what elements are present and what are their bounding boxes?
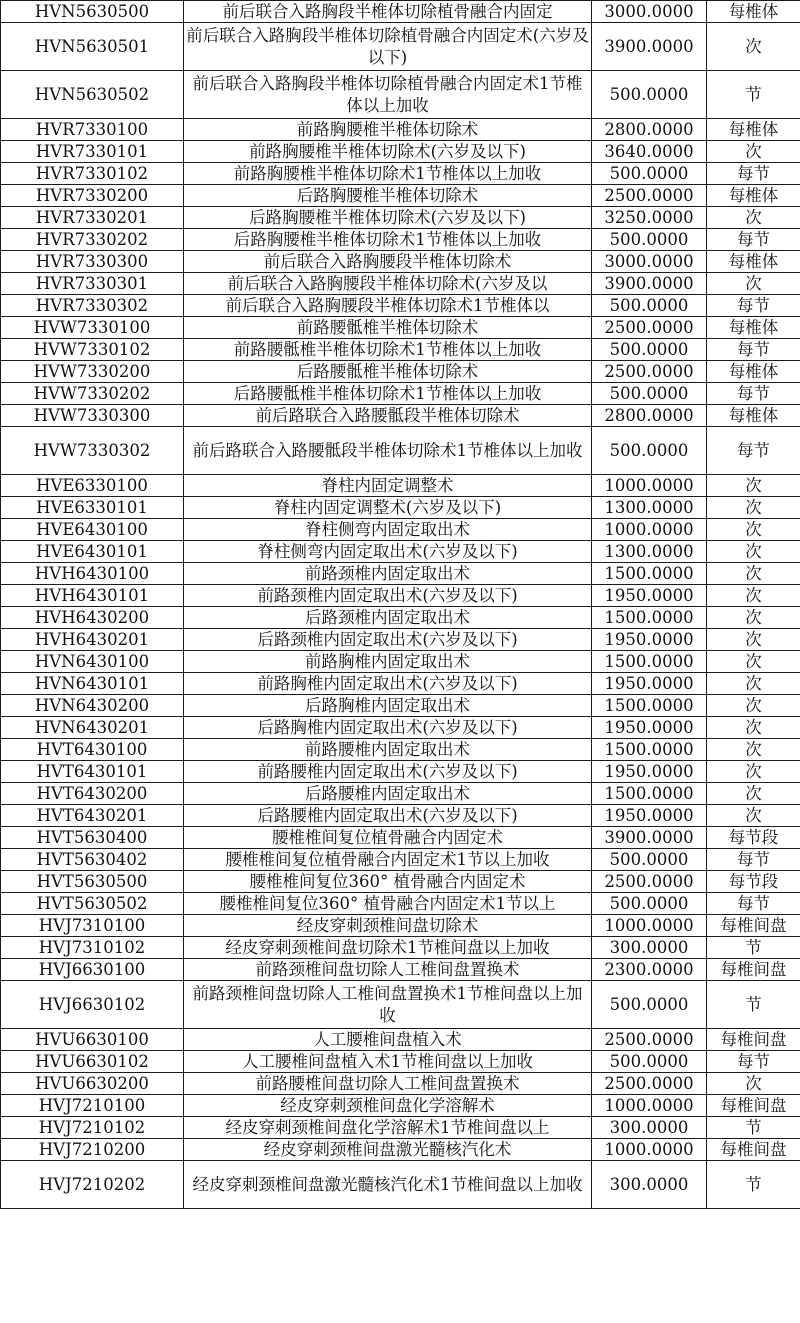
item-price-cell: 3250.0000 xyxy=(592,207,707,229)
item-unit-cell: 次 xyxy=(707,695,800,717)
item-name-cell: 人工腰椎间盘植入术 xyxy=(184,1029,592,1051)
item-code-cell: HVU6630200 xyxy=(1,1073,184,1095)
item-price-cell: 1000.0000 xyxy=(592,475,707,497)
item-unit-cell: 每节段 xyxy=(707,871,800,893)
item-code-cell: HVN6430101 xyxy=(1,673,184,695)
item-code-cell: HVT5630402 xyxy=(1,849,184,871)
item-code-cell: HVT5630500 xyxy=(1,871,184,893)
item-name-cell: 前后路联合入路腰骶段半椎体切除术 xyxy=(184,405,592,427)
item-unit-cell: 节 xyxy=(707,981,800,1029)
item-price-cell: 1500.0000 xyxy=(592,651,707,673)
table-row xyxy=(1,761,800,783)
item-price-cell: 2300.0000 xyxy=(592,959,707,981)
item-unit-cell: 每椎体 xyxy=(707,185,800,207)
item-code-cell: HVJ6630102 xyxy=(1,981,184,1029)
table-row xyxy=(1,405,800,427)
table-row xyxy=(1,695,800,717)
table-row xyxy=(1,1117,800,1139)
item-price-cell: 2500.0000 xyxy=(592,317,707,339)
table-row xyxy=(1,739,800,761)
item-unit-cell: 每椎间盘 xyxy=(707,1095,800,1117)
item-name-cell: 人工腰椎间盘植入术1节椎间盘以上加收 xyxy=(184,1051,592,1073)
table-row xyxy=(1,229,800,251)
item-price-cell: 500.0000 xyxy=(592,849,707,871)
item-name-cell: 前路腰骶椎半椎体切除术 xyxy=(184,317,592,339)
item-price-cell: 2500.0000 xyxy=(592,185,707,207)
item-price-cell: 1500.0000 xyxy=(592,783,707,805)
item-price-cell: 1950.0000 xyxy=(592,717,707,739)
item-price-cell: 1000.0000 xyxy=(592,519,707,541)
item-name-cell: 经皮穿刺颈椎间盘激光髓核汽化术1节椎间盘以上加收 xyxy=(184,1161,592,1209)
item-price-cell: 1950.0000 xyxy=(592,673,707,695)
table-row xyxy=(1,1161,800,1209)
item-name-cell: 脊柱内固定调整术 xyxy=(184,475,592,497)
item-code-cell: HVE6330100 xyxy=(1,475,184,497)
table-row xyxy=(1,1073,800,1095)
item-code-cell: HVR7330101 xyxy=(1,141,184,163)
table-row xyxy=(1,849,800,871)
item-code-cell: HVW7330102 xyxy=(1,339,184,361)
item-name-cell: 前路腰椎内固定取出术 xyxy=(184,739,592,761)
item-name-cell: 前后联合入路胸段半椎体切除植骨融合内固定 xyxy=(184,1,592,23)
item-name-cell: 后路颈椎内固定取出术 xyxy=(184,607,592,629)
item-code-cell: HVN5630500 xyxy=(1,1,184,23)
item-name-cell: 前后联合入路胸腰段半椎体切除术1节椎体以 xyxy=(184,295,592,317)
table-row xyxy=(1,827,800,849)
item-price-cell: 2500.0000 xyxy=(592,1029,707,1051)
table-row xyxy=(1,629,800,651)
table-row xyxy=(1,959,800,981)
item-code-cell: HVT6430201 xyxy=(1,805,184,827)
item-price-cell: 2800.0000 xyxy=(592,405,707,427)
item-unit-cell: 每节 xyxy=(707,893,800,915)
item-price-cell: 1950.0000 xyxy=(592,805,707,827)
item-unit-cell: 次 xyxy=(707,497,800,519)
item-price-cell: 500.0000 xyxy=(592,427,707,475)
table-row xyxy=(1,673,800,695)
item-name-cell: 脊柱侧弯内固定取出术 xyxy=(184,519,592,541)
item-name-cell: 后路腰椎内固定取出术(六岁及以下) xyxy=(184,805,592,827)
item-unit-cell: 每椎体 xyxy=(707,361,800,383)
item-name-cell: 后路胸腰椎半椎体切除术1节椎体以上加收 xyxy=(184,229,592,251)
item-code-cell: HVJ7210100 xyxy=(1,1095,184,1117)
item-unit-cell: 每椎间盘 xyxy=(707,1139,800,1161)
item-price-cell: 1000.0000 xyxy=(592,1095,707,1117)
item-code-cell: HVN6430201 xyxy=(1,717,184,739)
item-name-cell: 腰椎椎间复位360° 植骨融合内固定术 xyxy=(184,871,592,893)
table-row xyxy=(1,475,800,497)
item-name-cell: 后路腰椎内固定取出术 xyxy=(184,783,592,805)
item-unit-cell: 次 xyxy=(707,273,800,295)
item-name-cell: 脊柱内固定调整术(六岁及以下) xyxy=(184,497,592,519)
item-price-cell: 2500.0000 xyxy=(592,1073,707,1095)
item-price-cell: 3900.0000 xyxy=(592,23,707,71)
item-unit-cell: 次 xyxy=(707,739,800,761)
item-unit-cell: 每节 xyxy=(707,229,800,251)
item-name-cell: 经皮穿刺颈椎间盘化学溶解术 xyxy=(184,1095,592,1117)
item-price-cell: 1950.0000 xyxy=(592,585,707,607)
item-code-cell: HVJ7210200 xyxy=(1,1139,184,1161)
table-row xyxy=(1,339,800,361)
item-name-cell: 经皮穿刺颈椎间盘切除术 xyxy=(184,915,592,937)
item-unit-cell: 次 xyxy=(707,783,800,805)
item-name-cell: 前路腰椎间盘切除人工椎间盘置换术 xyxy=(184,1073,592,1095)
item-unit-cell: 每节 xyxy=(707,339,800,361)
item-price-cell: 3640.0000 xyxy=(592,141,707,163)
item-name-cell: 后路腰骶椎半椎体切除术 xyxy=(184,361,592,383)
item-unit-cell: 次 xyxy=(707,717,800,739)
item-unit-cell: 每节 xyxy=(707,383,800,405)
table-row xyxy=(1,937,800,959)
table-row xyxy=(1,273,800,295)
item-code-cell: HVN6430100 xyxy=(1,651,184,673)
item-code-cell: HVN5630502 xyxy=(1,71,184,119)
item-code-cell: HVR7330201 xyxy=(1,207,184,229)
item-name-cell: 前后联合入路胸段半椎体切除植骨融合内固定术(六岁及以下) xyxy=(184,23,592,71)
item-name-cell: 腰椎椎间复位植骨融合内固定术1节以上加收 xyxy=(184,849,592,871)
table-row xyxy=(1,1139,800,1161)
table-row xyxy=(1,119,800,141)
item-price-cell: 1000.0000 xyxy=(592,1139,707,1161)
table-row xyxy=(1,163,800,185)
item-unit-cell: 每节 xyxy=(707,849,800,871)
item-name-cell: 前路胸腰椎半椎体切除术1节椎体以上加收 xyxy=(184,163,592,185)
item-code-cell: HVU6630102 xyxy=(1,1051,184,1073)
table-row xyxy=(1,497,800,519)
item-price-cell: 2500.0000 xyxy=(592,361,707,383)
item-name-cell: 前路颈椎间盘切除人工椎间盘置换术 xyxy=(184,959,592,981)
table-row xyxy=(1,717,800,739)
item-name-cell: 经皮穿刺颈椎间盘切除术1节椎间盘以上加收 xyxy=(184,937,592,959)
table-row xyxy=(1,585,800,607)
item-unit-cell: 每节 xyxy=(707,163,800,185)
item-name-cell: 前后联合入路胸腰段半椎体切除术(六岁及以 xyxy=(184,273,592,295)
item-price-cell: 1500.0000 xyxy=(592,695,707,717)
item-code-cell: HVR7330102 xyxy=(1,163,184,185)
item-name-cell: 前后路联合入路腰骶段半椎体切除术1节椎体以上加收 xyxy=(184,427,592,475)
item-price-cell: 3000.0000 xyxy=(592,251,707,273)
item-code-cell: HVH6430100 xyxy=(1,563,184,585)
item-name-cell: 前路胸腰椎半椎体切除术(六岁及以下) xyxy=(184,141,592,163)
item-unit-cell: 每椎体 xyxy=(707,405,800,427)
item-code-cell: HVR7330301 xyxy=(1,273,184,295)
item-price-cell: 1300.0000 xyxy=(592,497,707,519)
item-name-cell: 前后联合入路胸段半椎体切除植骨融合内固定术1节椎体以上加收 xyxy=(184,71,592,119)
item-unit-cell: 节 xyxy=(707,71,800,119)
item-name-cell: 前路颈椎内固定取出术 xyxy=(184,563,592,585)
item-unit-cell: 节 xyxy=(707,1117,800,1139)
item-code-cell: HVW7330202 xyxy=(1,383,184,405)
table-row xyxy=(1,23,800,71)
item-code-cell: HVJ6630100 xyxy=(1,959,184,981)
item-price-cell: 2500.0000 xyxy=(592,871,707,893)
item-unit-cell: 每节 xyxy=(707,1051,800,1073)
item-name-cell: 腰椎椎间复位360° 植骨融合内固定术1节以上 xyxy=(184,893,592,915)
item-unit-cell: 次 xyxy=(707,673,800,695)
item-price-cell: 300.0000 xyxy=(592,1161,707,1209)
item-unit-cell: 每椎体 xyxy=(707,1,800,23)
item-code-cell: HVW7330100 xyxy=(1,317,184,339)
item-unit-cell: 次 xyxy=(707,207,800,229)
item-code-cell: HVR7330302 xyxy=(1,295,184,317)
item-price-cell: 1500.0000 xyxy=(592,563,707,585)
table-row xyxy=(1,1051,800,1073)
table-row xyxy=(1,651,800,673)
item-code-cell: HVR7330200 xyxy=(1,185,184,207)
item-unit-cell: 每椎间盘 xyxy=(707,915,800,937)
item-price-cell: 500.0000 xyxy=(592,383,707,405)
item-code-cell: HVE6430101 xyxy=(1,541,184,563)
table-row xyxy=(1,185,800,207)
table-row xyxy=(1,541,800,563)
table-row xyxy=(1,1095,800,1117)
item-code-cell: HVW7330302 xyxy=(1,427,184,475)
item-unit-cell: 每节 xyxy=(707,427,800,475)
item-price-cell: 300.0000 xyxy=(592,1117,707,1139)
item-unit-cell: 次 xyxy=(707,23,800,71)
item-code-cell: HVU6630100 xyxy=(1,1029,184,1051)
item-price-cell: 1300.0000 xyxy=(592,541,707,563)
item-unit-cell: 次 xyxy=(707,607,800,629)
item-name-cell: 后路颈椎内固定取出术(六岁及以下) xyxy=(184,629,592,651)
table-row xyxy=(1,427,800,475)
item-name-cell: 前路胸椎内固定取出术(六岁及以下) xyxy=(184,673,592,695)
item-code-cell: HVH6430101 xyxy=(1,585,184,607)
item-name-cell: 经皮穿刺颈椎间盘激光髓核汽化术 xyxy=(184,1139,592,1161)
table-row xyxy=(1,71,800,119)
item-price-cell: 3900.0000 xyxy=(592,827,707,849)
item-code-cell: HVE6330101 xyxy=(1,497,184,519)
item-code-cell: HVH6430200 xyxy=(1,607,184,629)
item-code-cell: HVW7330200 xyxy=(1,361,184,383)
item-price-cell: 1500.0000 xyxy=(592,607,707,629)
item-name-cell: 前后联合入路胸腰段半椎体切除术 xyxy=(184,251,592,273)
item-price-cell: 1950.0000 xyxy=(592,761,707,783)
item-code-cell: HVT5630502 xyxy=(1,893,184,915)
table-row xyxy=(1,783,800,805)
item-code-cell: HVN5630501 xyxy=(1,23,184,71)
table-row xyxy=(1,519,800,541)
table-row xyxy=(1,893,800,915)
item-code-cell: HVE6430100 xyxy=(1,519,184,541)
item-code-cell: HVR7330300 xyxy=(1,251,184,273)
item-name-cell: 脊柱侧弯内固定取出术(六岁及以下) xyxy=(184,541,592,563)
item-name-cell: 后路胸腰椎半椎体切除术(六岁及以下) xyxy=(184,207,592,229)
item-price-cell: 1500.0000 xyxy=(592,739,707,761)
item-name-cell: 后路胸椎内固定取出术 xyxy=(184,695,592,717)
item-price-cell: 3900.0000 xyxy=(592,273,707,295)
item-unit-cell: 节 xyxy=(707,1161,800,1209)
item-name-cell: 后路腰骶椎半椎体切除术1节椎体以上加收 xyxy=(184,383,592,405)
item-code-cell: HVT6430101 xyxy=(1,761,184,783)
table-row xyxy=(1,805,800,827)
item-name-cell: 前路颈椎内固定取出术(六岁及以下) xyxy=(184,585,592,607)
item-code-cell: HVJ7210102 xyxy=(1,1117,184,1139)
item-name-cell: 前路腰椎内固定取出术(六岁及以下) xyxy=(184,761,592,783)
item-price-cell: 500.0000 xyxy=(592,893,707,915)
item-unit-cell: 每椎体 xyxy=(707,251,800,273)
item-code-cell: HVJ7310100 xyxy=(1,915,184,937)
item-code-cell: HVN6430200 xyxy=(1,695,184,717)
item-name-cell: 后路胸椎内固定取出术(六岁及以下) xyxy=(184,717,592,739)
item-code-cell: HVT6430200 xyxy=(1,783,184,805)
item-code-cell: HVR7330100 xyxy=(1,119,184,141)
item-code-cell: HVW7330300 xyxy=(1,405,184,427)
item-unit-cell: 每节 xyxy=(707,295,800,317)
item-unit-cell: 次 xyxy=(707,629,800,651)
table-body xyxy=(1,1,800,1209)
item-code-cell: HVJ7310102 xyxy=(1,937,184,959)
item-price-cell: 500.0000 xyxy=(592,71,707,119)
table-row xyxy=(1,295,800,317)
table-row xyxy=(1,383,800,405)
item-unit-cell: 每椎间盘 xyxy=(707,959,800,981)
item-code-cell: HVT6430100 xyxy=(1,739,184,761)
item-price-cell: 3000.0000 xyxy=(592,1,707,23)
item-name-cell: 前路颈椎间盘切除人工椎间盘置换术1节椎间盘以上加收 xyxy=(184,981,592,1029)
table-row xyxy=(1,251,800,273)
item-price-cell: 300.0000 xyxy=(592,937,707,959)
item-price-cell: 2800.0000 xyxy=(592,119,707,141)
item-code-cell: HVJ7210202 xyxy=(1,1161,184,1209)
item-price-cell: 1000.0000 xyxy=(592,915,707,937)
item-unit-cell: 次 xyxy=(707,141,800,163)
table-row xyxy=(1,317,800,339)
item-unit-cell: 次 xyxy=(707,761,800,783)
item-unit-cell: 次 xyxy=(707,585,800,607)
item-price-cell: 500.0000 xyxy=(592,981,707,1029)
table-row xyxy=(1,361,800,383)
table-row xyxy=(1,1,800,23)
table-row xyxy=(1,915,800,937)
item-name-cell: 后路胸腰椎半椎体切除术 xyxy=(184,185,592,207)
item-unit-cell: 每椎间盘 xyxy=(707,1029,800,1051)
table-row xyxy=(1,871,800,893)
item-unit-cell: 每节段 xyxy=(707,827,800,849)
item-price-cell: 500.0000 xyxy=(592,1051,707,1073)
item-name-cell: 前路胸椎内固定取出术 xyxy=(184,651,592,673)
item-price-cell: 500.0000 xyxy=(592,163,707,185)
item-name-cell: 前路腰骶椎半椎体切除术1节椎体以上加收 xyxy=(184,339,592,361)
item-name-cell: 经皮穿刺颈椎间盘化学溶解术1节椎间盘以上 xyxy=(184,1117,592,1139)
table-row xyxy=(1,981,800,1029)
item-code-cell: HVH6430201 xyxy=(1,629,184,651)
item-price-cell: 500.0000 xyxy=(592,339,707,361)
item-unit-cell: 次 xyxy=(707,805,800,827)
item-name-cell: 腰椎椎间复位植骨融合内固定术 xyxy=(184,827,592,849)
item-price-cell: 500.0000 xyxy=(592,229,707,251)
item-unit-cell: 次 xyxy=(707,651,800,673)
item-unit-cell: 次 xyxy=(707,1073,800,1095)
item-code-cell: HVR7330202 xyxy=(1,229,184,251)
item-unit-cell: 节 xyxy=(707,937,800,959)
table-row xyxy=(1,607,800,629)
item-unit-cell: 每椎体 xyxy=(707,317,800,339)
item-code-cell: HVT5630400 xyxy=(1,827,184,849)
item-unit-cell: 次 xyxy=(707,519,800,541)
item-unit-cell: 每椎体 xyxy=(707,119,800,141)
item-price-cell: 500.0000 xyxy=(592,295,707,317)
table-row xyxy=(1,563,800,585)
table-row xyxy=(1,141,800,163)
table-row xyxy=(1,207,800,229)
item-unit-cell: 次 xyxy=(707,563,800,585)
item-unit-cell: 次 xyxy=(707,541,800,563)
table-row xyxy=(1,1029,800,1051)
item-name-cell: 前路胸腰椎半椎体切除术 xyxy=(184,119,592,141)
item-price-cell: 1950.0000 xyxy=(592,629,707,651)
item-unit-cell: 次 xyxy=(707,475,800,497)
